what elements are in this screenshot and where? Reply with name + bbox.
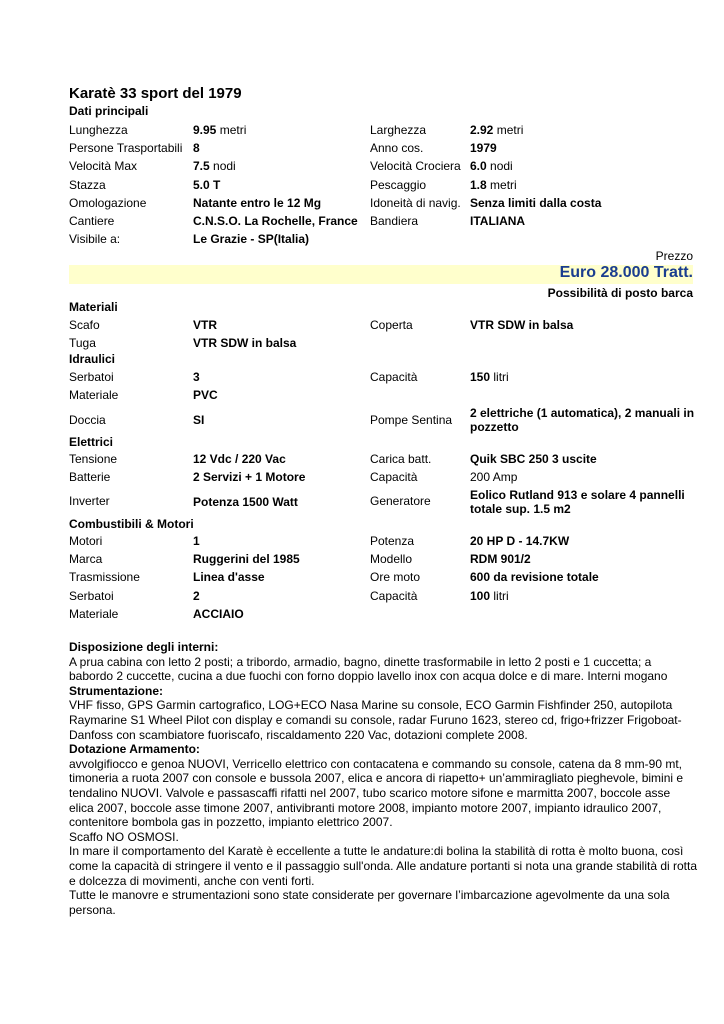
spec-value: 3: [193, 370, 200, 384]
materiali-heading: Materiali: [69, 300, 118, 314]
spec-value: RDM 901/2: [470, 552, 531, 566]
interni-text: A prua cabina con letto 2 posti; a tribordo, armadio, bagno, dinette trasformabile in letto 2 posti e 1 cuccetta; a babordo 2 cuccette, cucina a due fuochi con forno doppio lavello inox con acqua dolce e di mare. Interni mogano: [69, 654, 668, 684]
spec-label: Velocità Crociera: [370, 159, 461, 173]
spec-value: Le Grazie - SP(Italia): [193, 232, 310, 246]
spec-value: 200 Amp: [470, 470, 518, 484]
spec-label: Carica batt.: [370, 452, 432, 466]
armamento-heading: Dotazione Armamento:: [69, 742, 200, 757]
spec-value: 20 HP D - 14.7KW: [470, 534, 570, 548]
spec-label: Lunghezza: [69, 123, 128, 137]
spec-value: 9.95 metri: [193, 123, 247, 137]
idraulici-heading: Idraulici: [69, 352, 116, 366]
spec-label: Scafo: [69, 318, 100, 332]
spec-label: Pescaggio: [370, 178, 427, 192]
spec-label: Tuga: [69, 336, 96, 350]
motori-heading: Combustibili & Motori: [69, 517, 194, 531]
main-data-heading: Dati principali: [69, 104, 149, 118]
spec-value: Ruggerini del 1985: [193, 552, 300, 566]
description-block: [69, 640, 697, 917]
spec-label: Batterie: [69, 470, 111, 484]
comportamento-text: In mare il comportamento del Karatè è eccellente a tutte le andature:di bolina la stabilità di rotta è molto buona, così come la capacità di stringere il vento e il passaggio sull'onda. Alle andature portanti si nota una grande stabilità di rotta e dolcezza di movimenti, anche con venti forti.: [69, 844, 698, 888]
spec-label: Capacità: [370, 370, 418, 384]
interni-heading: Disposizione degli interni:: [69, 640, 219, 654]
osmosi-text: Scaffo NO OSMOSI.: [69, 829, 179, 844]
spec-value: 600 da revisione totale: [470, 570, 599, 584]
spec-label: Velocità Max: [69, 159, 138, 173]
spec-value: VTR: [193, 318, 217, 332]
spec-label: Capacità: [370, 589, 418, 603]
spec-value: 2 elettriche (1 automatica), 2 manuali in pozzetto: [470, 406, 695, 434]
spec-value: Potenza 1500 Watt: [193, 495, 298, 509]
page-title: Karatè 33 sport del 1979: [69, 85, 242, 102]
spec-value: C.N.S.O. La Rochelle, France: [193, 214, 358, 228]
price-note: Possibilità di posto barca: [547, 286, 693, 300]
spec-value: Senza limiti dalla costa: [470, 196, 602, 210]
elettrici-heading: Elettrici: [69, 435, 114, 449]
spec-label: Anno cos.: [370, 141, 424, 155]
spec-label: Cantiere: [69, 214, 115, 228]
price-label: Prezzo: [655, 249, 693, 263]
spec-value: VTR SDW in balsa: [193, 336, 297, 350]
spec-value: 100 litri: [470, 589, 509, 603]
strumentazione-text: VHF fisso, GPS Garmin cartografico, LOG+ECO Nasa Marine su console, ECO Garmin Fishfinder 250, autopilota Raymarine S1 Wheel Pilot con display e comandi su console, radar Furuno 1623, stereo cd, frigo+frizzer Frigoboat-Danfoss con scambiatore fuoriscafo, riscaldamento 220 Vac, dotazioni complete 2008.: [69, 698, 682, 742]
spec-label: Pompe Sentina: [370, 413, 453, 427]
spec-label: Serbatoi: [69, 370, 114, 384]
price-value: Euro 28.000 Tratt.: [559, 264, 693, 281]
spec-value: 150 litri: [470, 370, 509, 384]
spec-label: Tensione: [69, 452, 118, 466]
spec-value: 1979: [470, 141, 497, 155]
spec-label: Larghezza: [370, 123, 427, 137]
spec-value: 1.8 metri: [470, 178, 517, 192]
spec-value: Natante entro le 12 Mg: [193, 196, 322, 210]
spec-label: Capacità: [370, 470, 418, 484]
spec-value: 1: [193, 534, 200, 548]
spec-label: Omologazione: [69, 196, 147, 210]
spec-label: Motori: [69, 534, 103, 548]
spec-label: Inverter: [69, 494, 110, 508]
spec-label: Ore moto: [370, 570, 421, 584]
spec-label: Visibile a:: [69, 232, 121, 246]
spec-value: VTR SDW in balsa: [470, 318, 574, 332]
spec-value: 2.92 metri: [470, 123, 524, 137]
spec-label: Trasmissione: [69, 570, 140, 584]
spec-label: Potenza: [370, 534, 415, 548]
spec-value: Eolico Rutland 913 e solare 4 pannelli totale sup. 1.5 m2: [470, 488, 685, 516]
spec-value: 2 Servizi + 1 Motore: [193, 470, 306, 484]
strumentazione-heading: Strumentazione:: [69, 683, 164, 698]
armamento-text: avvolgifiocco e genoa NUOVI, Verricello elettrico con contacatena e commando su console, catena da 8 mm-90 mt, timoneria a ruota 2007 con console e bussola 2007, elica e ancora di riapetto+ un’ammiragliato pieghevole, bimini e tendalino NUOVI. Valvole e passascaffi rifatti nel 2007, tubo scarico motore sifone e marmitta 2007, boccole asse elica 2007, boccole asse timone 2007, antivibranti motore 2008, impianto motore 2007, impianto idraulico 2007, contenitore bombola gas in pozzetto, impianto elettrico 2007.: [69, 756, 684, 830]
manovre-text: Tutte le manovre e strumentazioni sono state considerate per governare l’imbarcazione agevolmente da una sola persona.: [69, 888, 670, 917]
spec-label: Idoneità di navig.: [370, 196, 461, 210]
spec-label: Modello: [370, 552, 413, 566]
spec-value: 2: [193, 589, 200, 603]
spec-label: Materiale: [69, 607, 119, 621]
spec-label: Materiale: [69, 388, 119, 402]
spec-value: 12 Vdc / 220 Vac: [193, 452, 286, 466]
spec-label: Serbatoi: [69, 589, 114, 603]
spec-value: ITALIANA: [470, 214, 526, 228]
spec-value: 7.5 nodi: [193, 159, 236, 173]
spec-label: Stazza: [69, 178, 106, 192]
spec-value: 5.0 T: [193, 178, 221, 192]
spec-value: ACCIAIO: [193, 607, 244, 621]
spec-label: Coperta: [370, 318, 413, 332]
spec-label: Generatore: [370, 494, 431, 508]
spec-value: Quik SBC 250 3 uscite: [470, 452, 597, 466]
spec-value: Linea d'asse: [193, 570, 265, 584]
spec-label: Doccia: [69, 413, 106, 427]
spec-value: 6.0 nodi: [470, 159, 513, 173]
spec-value: SI: [193, 413, 205, 427]
spec-value: PVC: [193, 388, 218, 402]
spec-label: Bandiera: [370, 214, 419, 228]
spec-label: Persone Trasportabili: [69, 141, 183, 155]
spec-label: Marca: [69, 552, 103, 566]
spec-value: 8: [193, 141, 200, 155]
